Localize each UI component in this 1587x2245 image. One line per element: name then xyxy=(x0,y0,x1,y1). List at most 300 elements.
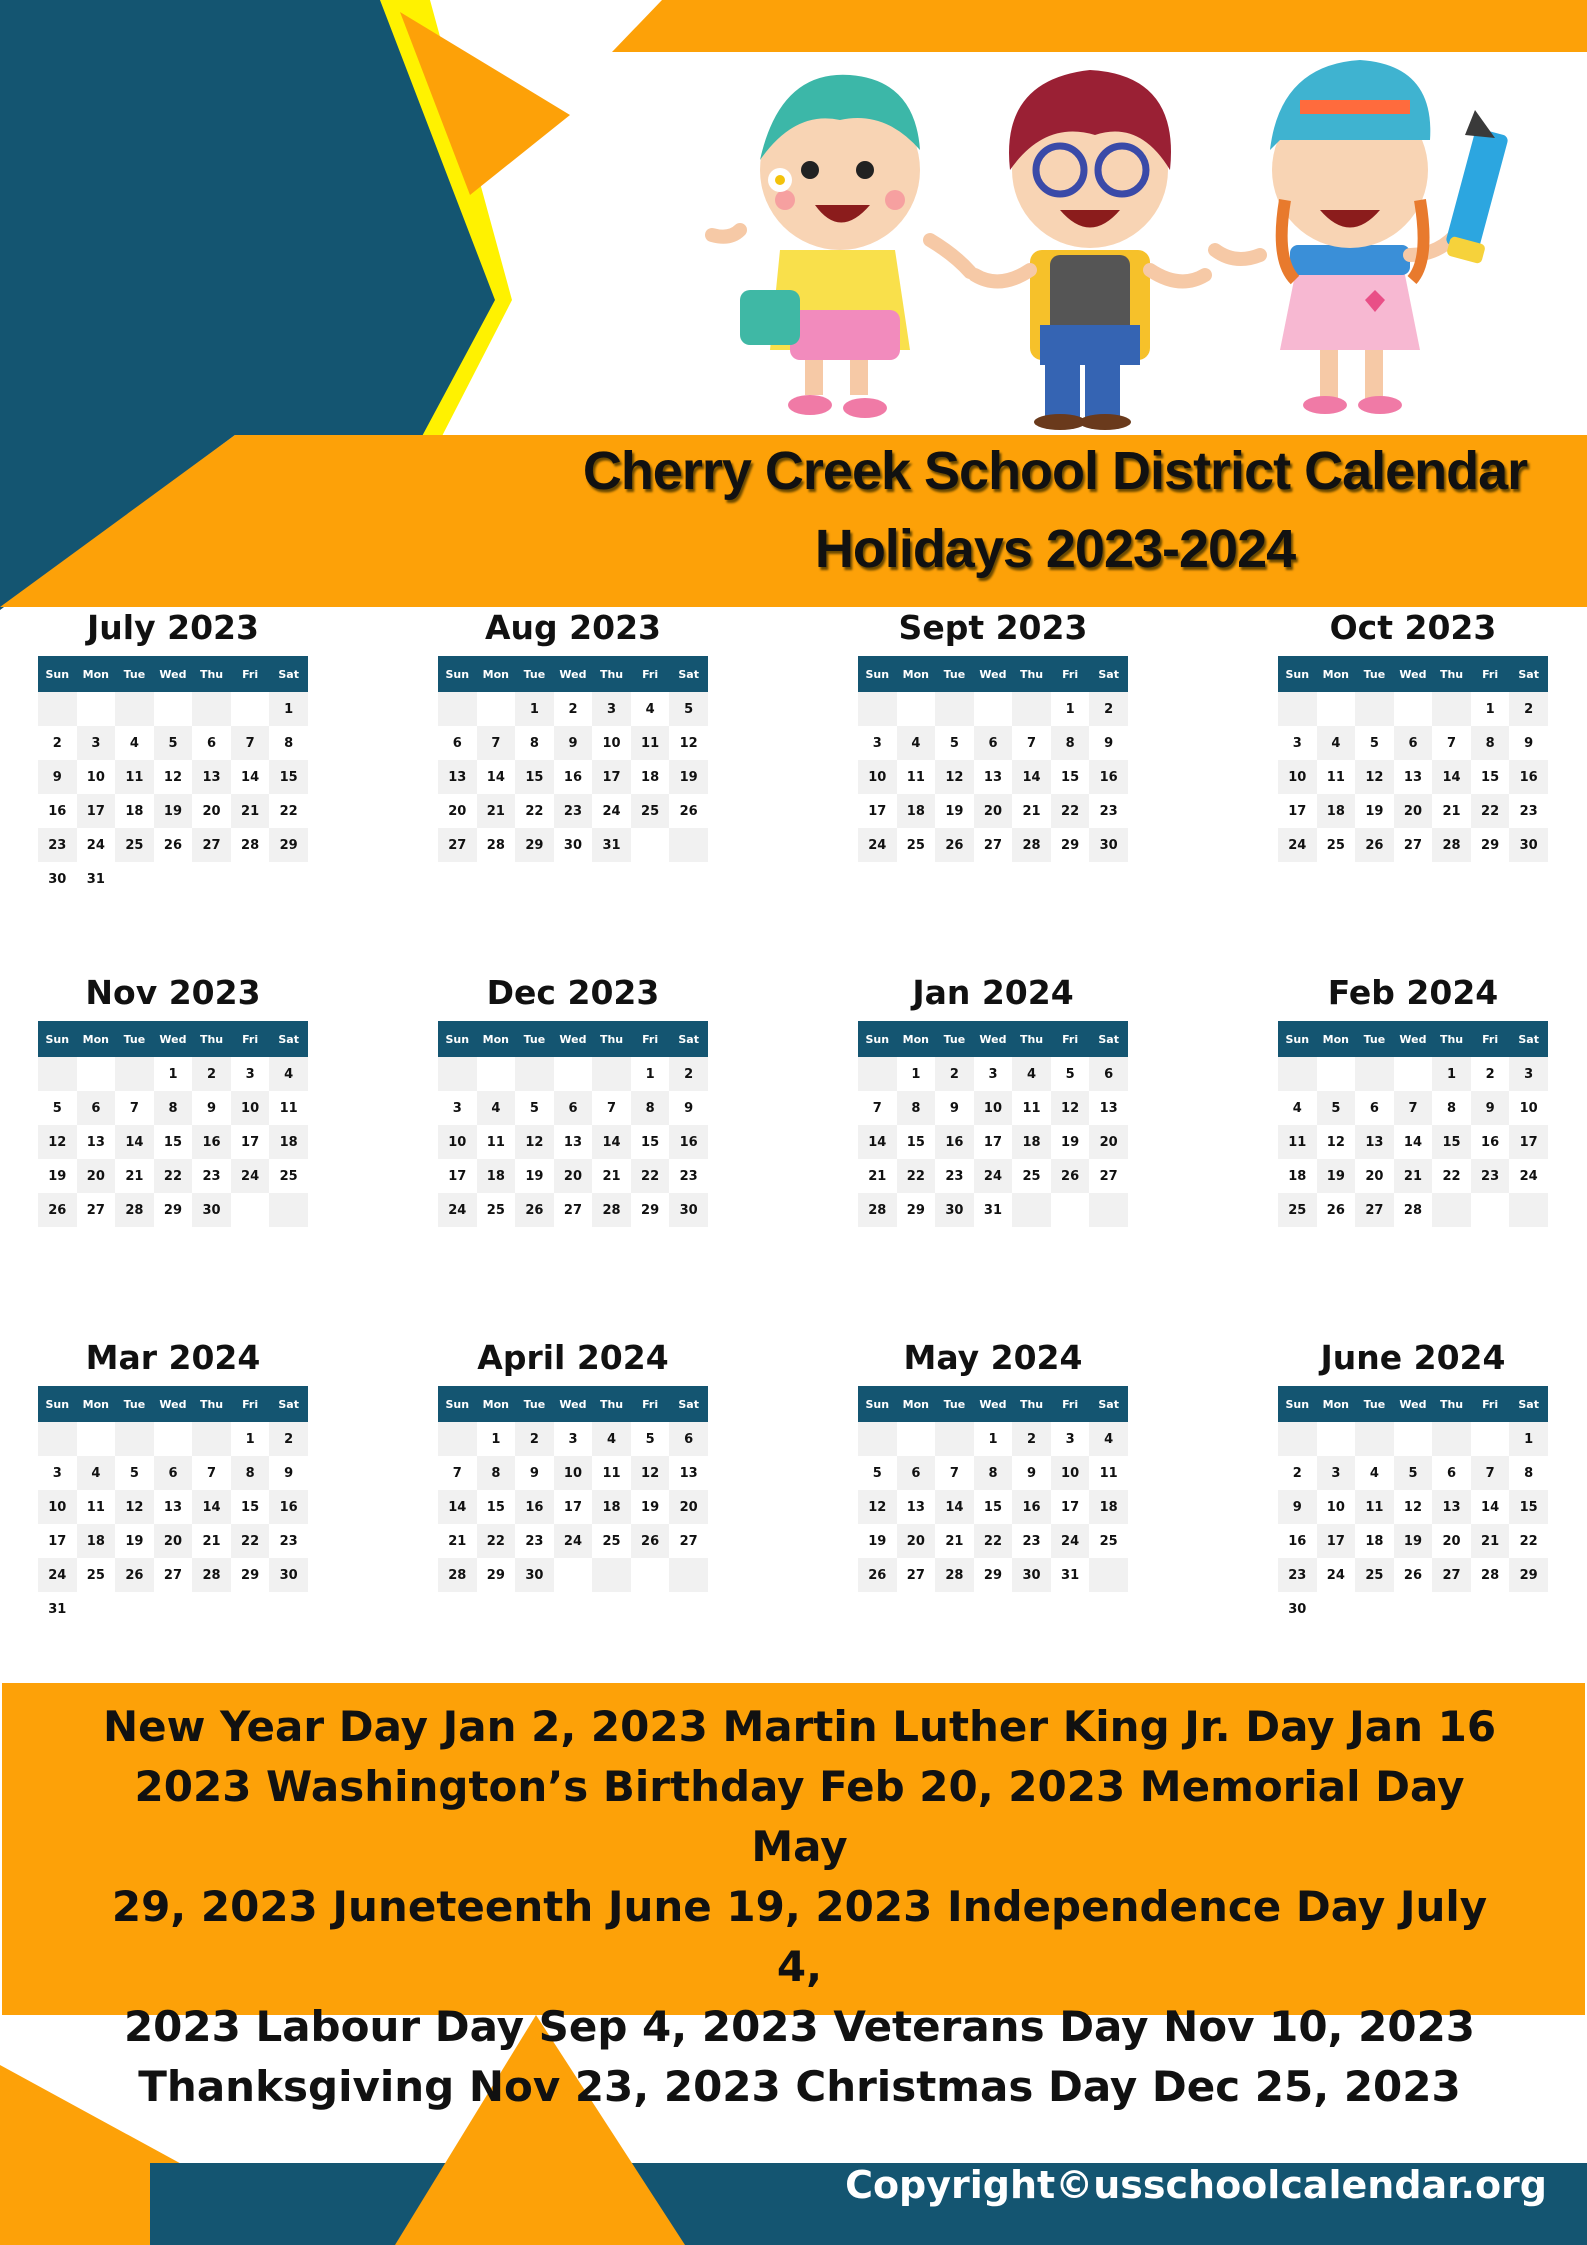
day-cell: 14 xyxy=(1432,760,1471,794)
day-cell: 17 xyxy=(448,1168,467,1184)
day-cell: 6 xyxy=(1394,726,1433,760)
day-cell: 2 xyxy=(568,701,578,717)
day-cell: 21 xyxy=(868,1168,887,1184)
weekday-header: Tue xyxy=(935,1021,974,1057)
day-cell xyxy=(115,692,154,726)
day-cell: 4 xyxy=(129,735,139,751)
holidays-line: New Year Day Jan 2, 2023 Martin Luther King Jr. Day Jan 16 xyxy=(102,1702,1497,1751)
day-cell: 28 xyxy=(192,1558,231,1592)
month-grid xyxy=(438,656,708,862)
month-grid xyxy=(858,1386,1128,1592)
day-cell: 15 xyxy=(1509,1490,1548,1524)
day-cell: 15 xyxy=(269,760,308,794)
day-cell: 14 xyxy=(241,769,260,785)
weekday-header: Sat xyxy=(269,1386,308,1422)
month-grid xyxy=(38,1386,308,1626)
day-cell: 12 xyxy=(163,769,183,785)
month-calendar xyxy=(438,1330,708,1592)
day-cell: 16 xyxy=(515,1490,554,1524)
day-cell: 11 xyxy=(86,1499,105,1515)
day-cell: 6 xyxy=(669,1422,708,1456)
day-cell: 23 xyxy=(1099,803,1118,819)
day-cell: 1 xyxy=(1509,1422,1548,1456)
day-cell: 23 xyxy=(1278,1558,1317,1592)
day-cell: 3 xyxy=(1317,1456,1356,1490)
day-cell: 6 xyxy=(1369,1100,1379,1116)
day-cell xyxy=(1355,1592,1394,1626)
day-cell: 3 xyxy=(592,692,631,726)
holidays-line: 2023 Labour Day Sep 4, 2023 Veterans Day Nov 10, 2023 xyxy=(123,2002,1476,2051)
weekday-header: Thu xyxy=(1432,1386,1471,1422)
holidays-text xyxy=(102,1697,1497,2117)
day-cell: 15 xyxy=(1481,769,1500,785)
day-cell: 2 xyxy=(269,1422,308,1456)
weekday-header: Mon xyxy=(77,1386,116,1422)
day-cell: 8 xyxy=(284,735,294,751)
day-cell: 6 xyxy=(154,1456,193,1490)
day-cell: 31 xyxy=(592,828,631,862)
day-cell: 30 xyxy=(935,1193,974,1227)
day-cell: 5 xyxy=(645,1431,655,1447)
weekday-header: Sun xyxy=(858,1386,897,1422)
month-calendar xyxy=(858,1330,1128,1592)
day-cell: 3 xyxy=(77,726,116,760)
day-cell: 10 xyxy=(554,1456,593,1490)
day-cell: 4 xyxy=(477,1091,516,1125)
day-cell: 2 xyxy=(669,1057,708,1091)
kids-illustration xyxy=(700,40,1530,430)
day-cell: 24 xyxy=(438,1193,477,1227)
weekday-header: Wed xyxy=(554,1386,593,1422)
day-cell: 9 xyxy=(529,1465,539,1481)
day-cell: 22 xyxy=(1442,1168,1461,1184)
month-calendar xyxy=(38,1330,308,1626)
weekday-header: Sat xyxy=(669,1021,708,1057)
weekday-header: Sat xyxy=(1509,1386,1548,1422)
day-cell xyxy=(1012,692,1051,726)
day-cell: 3 xyxy=(52,1465,62,1481)
day-cell: 5 xyxy=(669,692,708,726)
weekday-header: Sun xyxy=(858,656,897,692)
day-cell xyxy=(631,828,670,862)
day-cell: 25 xyxy=(631,794,670,828)
weekday-header: Tue xyxy=(1355,656,1394,692)
day-cell: 28 xyxy=(858,1193,897,1227)
month-calendar xyxy=(1278,965,1548,1227)
day-cell: 7 xyxy=(1471,1456,1510,1490)
day-cell: 11 xyxy=(1022,1100,1041,1116)
weekday-header: Thu xyxy=(1432,656,1471,692)
day-cell: 20 xyxy=(554,1159,593,1193)
weekday-header: Sat xyxy=(1089,656,1128,692)
day-cell: 12 xyxy=(115,1490,154,1524)
weekday-header: Sat xyxy=(1509,1021,1548,1057)
weekday-header: Wed xyxy=(154,1386,193,1422)
day-cell: 26 xyxy=(163,837,183,853)
weekday-header: Sun xyxy=(1278,1021,1317,1057)
weekday-header: Sat xyxy=(669,1386,708,1422)
day-cell xyxy=(115,862,154,896)
day-cell: 1 xyxy=(645,1066,655,1082)
day-cell: 12 xyxy=(1355,760,1394,794)
day-cell xyxy=(38,1057,77,1091)
day-cell: 18 xyxy=(77,1524,116,1558)
day-cell xyxy=(1509,1193,1548,1227)
weekday-header: Fri xyxy=(231,1386,270,1422)
day-cell: 28 xyxy=(1403,1202,1423,1218)
day-cell: 30 xyxy=(1012,1558,1051,1592)
day-cell: 13 xyxy=(438,760,477,794)
day-cell: 5 xyxy=(529,1100,539,1116)
day-cell: 28 xyxy=(592,1193,631,1227)
weekday-header: Mon xyxy=(477,1386,516,1422)
day-cell xyxy=(438,1422,477,1456)
month-name: Feb 2024 xyxy=(1327,973,1499,1012)
day-cell: 30 xyxy=(1288,1601,1307,1617)
day-cell: 2 xyxy=(935,1057,974,1091)
day-cell: 26 xyxy=(1403,1567,1423,1583)
day-cell: 13 xyxy=(679,1465,698,1481)
day-cell: 2 xyxy=(1089,692,1128,726)
day-cell: 7 xyxy=(477,726,516,760)
day-cell: 25 xyxy=(906,837,925,853)
day-cell: 20 xyxy=(1394,794,1433,828)
day-cell: 23 xyxy=(1022,1533,1041,1549)
day-cell: 11 xyxy=(279,1100,298,1116)
day-cell xyxy=(554,1057,593,1091)
day-cell: 15 xyxy=(1432,1125,1471,1159)
day-cell: 10 xyxy=(438,1125,477,1159)
day-cell: 10 xyxy=(1051,1456,1090,1490)
month-grid xyxy=(38,656,308,896)
weekday-header: Sat xyxy=(269,656,308,692)
day-cell xyxy=(1471,1422,1510,1456)
day-cell: 22 xyxy=(631,1159,670,1193)
day-cell: 19 xyxy=(48,1168,67,1184)
day-cell: 21 xyxy=(477,794,516,828)
month-name: Sept 2023 xyxy=(898,608,1088,647)
day-cell: 11 xyxy=(631,726,670,760)
day-cell: 8 xyxy=(1471,726,1510,760)
day-cell: 24 xyxy=(38,1558,77,1592)
month-name: Nov 2023 xyxy=(85,973,261,1012)
day-cell: 24 xyxy=(1519,1168,1538,1184)
day-cell: 13 xyxy=(1432,1490,1471,1524)
weekday-header: Wed xyxy=(154,656,193,692)
day-cell xyxy=(231,862,270,896)
day-cell xyxy=(858,692,897,726)
day-cell: 6 xyxy=(974,726,1013,760)
day-cell: 5 xyxy=(1369,735,1379,751)
day-cell: 4 xyxy=(1012,1057,1051,1091)
day-cell xyxy=(1278,692,1317,726)
day-cell: 31 xyxy=(48,1601,67,1617)
day-cell: 6 xyxy=(897,1456,936,1490)
day-cell: 21 xyxy=(202,1533,221,1549)
weekday-header: Sat xyxy=(669,656,708,692)
day-cell: 20 xyxy=(669,1490,708,1524)
day-cell: 27 xyxy=(679,1533,698,1549)
day-cell: 12 xyxy=(38,1125,77,1159)
month-grid xyxy=(1278,656,1548,862)
weekday-header: Tue xyxy=(515,1386,554,1422)
day-cell: 31 xyxy=(86,871,105,887)
holidays-line: 29, 2023 Juneteenth June 19, 2023 Independence Day July 4, xyxy=(111,1882,1488,1991)
day-cell: 29 xyxy=(1509,1558,1548,1592)
day-cell xyxy=(631,1558,670,1592)
weekday-header: Wed xyxy=(1394,1386,1433,1422)
day-cell: 26 xyxy=(1355,828,1394,862)
weekday-header: Wed xyxy=(154,1021,193,1057)
day-cell: 30 xyxy=(563,837,583,853)
weekday-header: Thu xyxy=(592,1386,631,1422)
day-cell: 17 xyxy=(77,794,116,828)
day-cell: 4 xyxy=(592,1422,631,1456)
month-calendar xyxy=(858,600,1128,862)
day-cell: 29 xyxy=(241,1567,260,1583)
day-cell xyxy=(438,1057,477,1091)
day-cell: 16 xyxy=(192,1125,231,1159)
day-cell: 19 xyxy=(1317,1159,1356,1193)
day-cell: 2 xyxy=(192,1057,231,1091)
day-cell: 16 xyxy=(669,1125,708,1159)
day-cell: 24 xyxy=(602,803,621,819)
day-cell: 7 xyxy=(452,1465,462,1481)
day-cell: 11 xyxy=(602,1465,621,1481)
weekday-header: Sun xyxy=(1278,1386,1317,1422)
copyright-text: Copyright©usschoolcalendar.org xyxy=(845,2163,1547,2207)
month-name: Jan 2024 xyxy=(912,973,1074,1012)
day-cell: 9 xyxy=(554,726,593,760)
day-cell: 29 xyxy=(983,1567,1003,1583)
day-cell: 6 xyxy=(77,1091,116,1125)
day-cell: 18 xyxy=(897,794,936,828)
day-cell: 19 xyxy=(868,1533,887,1549)
day-cell: 27 xyxy=(192,828,231,862)
day-cell: 15 xyxy=(163,1134,183,1150)
day-cell xyxy=(477,692,516,726)
day-cell xyxy=(1012,1193,1051,1227)
weekday-header: Thu xyxy=(192,656,231,692)
day-cell: 8 xyxy=(477,1456,516,1490)
day-cell xyxy=(154,692,193,726)
day-cell xyxy=(974,692,1013,726)
weekday-header: Wed xyxy=(1394,656,1433,692)
day-cell: 15 xyxy=(906,1134,925,1150)
weekday-header: Wed xyxy=(974,1386,1013,1422)
day-cell: 14 xyxy=(1403,1134,1423,1150)
day-cell: 17 xyxy=(1317,1524,1356,1558)
day-cell xyxy=(858,1057,897,1091)
day-cell: 17 xyxy=(1288,803,1307,819)
day-cell: 1 xyxy=(269,692,308,726)
day-cell: 5 xyxy=(872,1465,882,1481)
day-cell: 22 xyxy=(974,1524,1013,1558)
day-cell: 5 xyxy=(52,1100,62,1116)
day-cell xyxy=(1089,1193,1128,1227)
day-cell xyxy=(1317,692,1356,726)
day-cell: 2 xyxy=(52,735,62,751)
day-cell xyxy=(269,1193,308,1227)
day-cell xyxy=(515,1057,554,1091)
day-cell: 22 xyxy=(231,1524,270,1558)
day-cell xyxy=(1432,1422,1471,1456)
weekday-header: Mon xyxy=(1317,656,1356,692)
day-cell: 9 xyxy=(207,1100,217,1116)
day-cell: 4 xyxy=(645,701,655,717)
day-cell: 21 xyxy=(448,1533,467,1549)
day-cell: 23 xyxy=(1471,1159,1510,1193)
day-cell: 27 xyxy=(86,1202,105,1218)
day-cell: 13 xyxy=(906,1499,925,1515)
day-cell: 7 xyxy=(207,1465,217,1481)
holidays-line: 2023 Washington’s Birthday Feb 20, 2023 Memorial Day May xyxy=(134,1762,1465,1871)
weekday-header: Mon xyxy=(1317,1021,1356,1057)
weekday-header: Tue xyxy=(515,656,554,692)
day-cell: 30 xyxy=(192,1193,231,1227)
day-cell: 22 xyxy=(1051,794,1090,828)
day-cell: 29 xyxy=(641,1202,660,1218)
day-cell: 16 xyxy=(935,1125,974,1159)
weekday-header: Sun xyxy=(438,1021,477,1057)
day-cell: 4 xyxy=(1369,1465,1379,1481)
day-cell: 27 xyxy=(163,1567,183,1583)
day-cell: 26 xyxy=(935,828,974,862)
day-cell: 28 xyxy=(438,1558,477,1592)
title-line-2: Holidays 2023-2024 xyxy=(814,519,1296,579)
day-cell: 22 xyxy=(525,803,544,819)
day-cell: 27 xyxy=(1432,1558,1471,1592)
day-cell: 19 xyxy=(1365,803,1384,819)
day-cell: 29 xyxy=(515,828,554,862)
weekday-header: Fri xyxy=(631,1386,670,1422)
day-cell: 9 xyxy=(38,760,77,794)
day-cell: 16 xyxy=(1288,1533,1307,1549)
day-cell: 1 xyxy=(1432,1057,1471,1091)
day-cell: 10 xyxy=(38,1490,77,1524)
month-name: May 2024 xyxy=(903,1338,1083,1377)
day-cell: 27 xyxy=(1099,1168,1118,1184)
day-cell: 29 xyxy=(486,1567,505,1583)
day-cell: 24 xyxy=(1326,1567,1345,1583)
day-cell: 19 xyxy=(125,1533,144,1549)
day-cell: 25 xyxy=(486,1202,505,1218)
day-cell: 23 xyxy=(1519,803,1538,819)
day-cell: 29 xyxy=(1481,837,1500,853)
day-cell: 2 xyxy=(1012,1422,1051,1456)
day-cell: 8 xyxy=(529,735,539,751)
day-cell: 3 xyxy=(452,1100,462,1116)
day-cell xyxy=(269,1592,308,1626)
day-cell: 19 xyxy=(945,803,964,819)
day-cell: 10 xyxy=(1278,760,1317,794)
weekday-header: Mon xyxy=(77,656,116,692)
day-cell: 29 xyxy=(906,1202,925,1218)
weekday-header: Wed xyxy=(554,656,593,692)
day-cell: 19 xyxy=(641,1499,660,1515)
weekday-header: Fri xyxy=(631,656,670,692)
day-cell xyxy=(592,1057,631,1091)
day-cell: 10 xyxy=(231,1091,270,1125)
day-cell xyxy=(192,862,231,896)
day-cell: 19 xyxy=(525,1168,544,1184)
day-cell xyxy=(77,1057,116,1091)
weekday-header: Thu xyxy=(1012,656,1051,692)
month-calendar xyxy=(1278,1330,1548,1626)
weekday-header: Fri xyxy=(1051,1021,1090,1057)
day-cell xyxy=(192,1592,231,1626)
day-cell xyxy=(115,1422,154,1456)
day-cell: 9 xyxy=(1278,1490,1317,1524)
girl-right-figure xyxy=(1215,60,1460,414)
month-name: Aug 2023 xyxy=(485,608,661,647)
day-cell: 17 xyxy=(1061,1499,1080,1515)
day-cell: 15 xyxy=(486,1499,505,1515)
day-cell: 13 xyxy=(163,1499,183,1515)
day-cell: 1 xyxy=(168,1066,178,1082)
day-cell xyxy=(1394,692,1433,726)
day-cell: 17 xyxy=(592,760,631,794)
day-cell: 1 xyxy=(911,1066,921,1082)
day-cell: 11 xyxy=(906,769,925,785)
day-cell: 27 xyxy=(983,837,1003,853)
day-cell xyxy=(1317,1057,1356,1091)
day-cell xyxy=(935,692,974,726)
day-cell: 11 xyxy=(115,760,154,794)
day-cell: 13 xyxy=(1355,1125,1394,1159)
day-cell: 27 xyxy=(563,1202,583,1218)
day-cell xyxy=(231,692,270,726)
weekday-header: Fri xyxy=(1471,656,1510,692)
day-cell: 10 xyxy=(1519,1100,1538,1116)
month-name: July 2023 xyxy=(87,608,259,647)
day-cell: 13 xyxy=(192,760,231,794)
weekday-header: Sat xyxy=(1509,656,1548,692)
weekday-header: Tue xyxy=(1355,1386,1394,1422)
day-cell: 16 xyxy=(1481,1134,1500,1150)
day-cell xyxy=(231,1592,270,1626)
day-cell: 23 xyxy=(525,1533,544,1549)
day-cell: 11 xyxy=(1278,1125,1317,1159)
day-cell: 2 xyxy=(515,1422,554,1456)
day-cell: 8 xyxy=(1051,726,1090,760)
weekday-header: Fri xyxy=(1471,1021,1510,1057)
day-cell: 20 xyxy=(897,1524,936,1558)
day-cell: 16 xyxy=(269,1490,308,1524)
weekday-header: Wed xyxy=(554,1021,593,1057)
day-cell: 24 xyxy=(858,828,897,862)
day-cell: 18 xyxy=(641,769,660,785)
weekday-header: Sun xyxy=(1278,656,1317,692)
day-cell: 3 xyxy=(568,1431,578,1447)
day-cell: 26 xyxy=(115,1558,154,1592)
weekday-header: Wed xyxy=(974,656,1013,692)
day-cell: 11 xyxy=(486,1134,505,1150)
weekday-header: Tue xyxy=(935,656,974,692)
day-cell: 25 xyxy=(1355,1558,1394,1592)
day-cell xyxy=(477,1057,516,1091)
weekday-header: Tue xyxy=(115,656,154,692)
weekday-header: Thu xyxy=(192,1386,231,1422)
day-cell: 4 xyxy=(269,1057,308,1091)
day-cell: 27 xyxy=(1403,837,1423,853)
day-cell: 26 xyxy=(631,1524,670,1558)
weekday-header: Tue xyxy=(1355,1021,1394,1057)
day-cell xyxy=(77,692,116,726)
weekday-header: Mon xyxy=(897,1386,936,1422)
weekday-header: Fri xyxy=(1471,1386,1510,1422)
day-cell: 12 xyxy=(679,735,698,751)
